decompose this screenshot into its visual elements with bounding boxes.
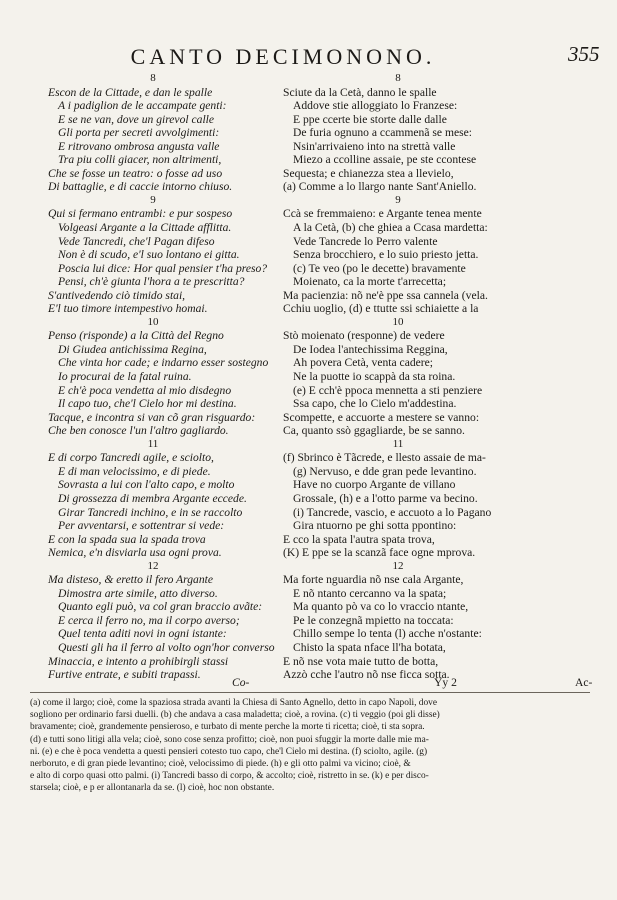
verse-line: Addove stie alloggiato lo Franzese: (293, 99, 458, 113)
verse-line: Vede Tancrede lo Perro valente (293, 234, 438, 248)
note-line: nerboruto, e di gran piede levantino; cioè, velocissimo di piede. (h) e gli otto palmi va vicino; cioè, & (30, 759, 411, 770)
verse-line: Non è di scudo, e'l suo lontano ei gitta. (58, 248, 240, 262)
verse-line: Cchiu uoglio, (d) e ttutte ssi schiaiette a la (283, 302, 479, 316)
italian-column (48, 72, 278, 682)
verse-line: Penso (risponde) a la Città del Regno (48, 329, 224, 343)
verse-line: Poscia lui dice: Hor qual pensier t'ha preso? (58, 261, 268, 275)
verse-line: Escon de la Cittade, e dan le spalle (48, 85, 213, 99)
verse-line: Sequesta; e chianezza stea a llevielo, (283, 166, 454, 180)
verse-line: Miezo a ccolline assaie, pe ste ccontese (293, 153, 477, 167)
verse-line: Pensi, ch'è giunta l'hora a te prescritta? (58, 275, 245, 289)
verse-line: Tra piu colli giacer, non altrimenti, (58, 153, 222, 167)
verse-line: De furia ognuno a ccammenã se mese: (293, 126, 472, 140)
verse-line: E'l tuo timore intempestivo homai. (48, 302, 208, 316)
footnotes (30, 697, 590, 795)
italian-stanza (48, 194, 278, 316)
verse-line: Gira ntuorno pe ghi sotta ppontino: (293, 519, 457, 533)
verse-line: Che ben conosce l'un l'altro gagliardo. (48, 424, 229, 438)
verse-line: Dimostra arte simile, atto diverso. (58, 586, 218, 600)
verse-line: Chisto la spata nface ll'ha botata, (293, 640, 446, 654)
verse-line: (e) E cch'è ppoca mennetta a sti penziere (293, 383, 483, 397)
verse-line: Azzò cche l'autro nõ nse ficca sotta. (283, 668, 450, 682)
verse-line: Ssa capo, che lo Cielo m'addestina. (293, 397, 457, 411)
verse-line: (K) E ppe se la scanzã face ogne mprova. (283, 546, 476, 560)
verse-line: Sovrasta a lui con l'alto capo, e molto (58, 478, 235, 492)
verse-line: Di Giudea antichissima Regina, (58, 342, 207, 356)
verse-line: Sciute da la Cetà, danno le spalle (283, 85, 437, 99)
verse-line: E ch'è poca vendetta al mio disdegno (58, 383, 232, 397)
verse-line: E di corpo Tancredi agile, e sciolto, (48, 451, 214, 465)
canto-title: CANTO DECIMONONO. (130, 44, 436, 69)
neapolitan-column (283, 72, 605, 682)
verse-line: Stò moienato (responne) de vedere (283, 329, 445, 343)
verse-line: Volgeasi Argante a la Cittade afflitta. (58, 221, 232, 235)
notes-divider (30, 692, 590, 693)
note-line: starsela; cioè, e p er allontanarla da se. (l) cioè, hoc non obstante. (30, 783, 275, 794)
verse-line: Moienato, ca la morte t'arrecetta; (293, 275, 447, 289)
verse-line: (g) Nervuso, e dde gran pede levantino. (293, 464, 477, 478)
verse-line: E nõ nse vota maie tutto de botta, (283, 654, 439, 668)
neapolitan-stanza (283, 316, 605, 438)
verse-line: A i padiglion de le accampate genti: (58, 99, 227, 113)
verse-line: Minaccia, e intento a prohibirgli stassi (48, 654, 229, 668)
verse-line: Per avventarsi, e sottentrar si vede: (58, 519, 225, 533)
neapolitan-stanza (283, 72, 605, 194)
verse-line: Tacque, e incontra si van cõ gran risguardo: (48, 410, 256, 424)
verse-line: Che se fosse un teatro: o fosse ad uso (48, 166, 223, 180)
verse-line: Quanto egli può, va col gran braccio avãte: (58, 600, 263, 614)
verse-line: Pe le conzegnã mpietto na toccata: (293, 613, 454, 627)
stanza-number: 11 (147, 437, 159, 450)
verse-line: Ma disteso, & eretto il fero Argante (48, 573, 213, 587)
verse-line: Ne la puotte io scappà da sta roina. (293, 370, 456, 384)
verse-line: Questi gli ha il ferro al volto ogn'hor converso (58, 640, 275, 654)
note-line: sogliono per ordinario farsi duelli. (b) che andava a casa maladetta; cioè, a rovina. (c) ti veggio (poi gli disse) (30, 710, 440, 721)
verse-line: Il capo tuo, che'l Cielo hor mi destina. (58, 397, 237, 411)
verse-line: Gli porta per secreti avvolgimenti: (58, 126, 220, 140)
verse-line: Have no cuorpo Argante de villano (293, 478, 456, 492)
verse-line: E cco la spata l'autra spata trova, (283, 532, 435, 546)
verse-line: Qui si fermano entrambi: e pur sospeso (48, 207, 233, 221)
note-line: ni. (e) e che è poca vendetta a questi pensieri cotesto tuo capo, che'l Cielo mi destina. (f) sciolto, agile. (g) (30, 746, 428, 757)
verse-line: E ppe ccerte bie storte dalle dalle (293, 112, 447, 126)
stanza-number: 9 (150, 193, 156, 206)
note-line: (a) come il largo; cioè, come la spaziosa strada avanti la Chiesa di Santo Agnello, detto in capo Napoli, dove (30, 698, 437, 708)
verse-line: E cerca il ferro no, ma il corpo averso; (58, 613, 240, 627)
stanza-number: 12 (392, 559, 404, 572)
verse-line: Che vinta hor cade; e indarno esser sostegno (58, 356, 269, 370)
verse-line: Di grossezza di membra Argante eccede. (58, 491, 247, 505)
verse-line: Nemica, e'n disviarla usa ogni prova. (48, 546, 222, 560)
verse-line: Ca, quanto ssò ggagliarde, be se sanno. (283, 424, 465, 438)
verse-line: Girar Tancredi inchino, e in se raccolto (58, 505, 243, 519)
verse-line: Grossale, (h) e a l'otto parme va becino. (293, 491, 478, 505)
verse-line: Scompette, e accuorte a mestere se vanno: (283, 410, 480, 424)
verse-line: E nõ ntanto cercanno va la spata; (293, 586, 447, 600)
italian-stanza (48, 438, 278, 560)
neapolitan-stanza (283, 438, 605, 560)
verse-line: Di battaglie, e di caccie intorno chiuso. (48, 180, 233, 194)
verse-line: A la Cetà, (b) che ghiea a Ccasa mardetta: (293, 221, 488, 235)
verse-line: Ma quanto pò va co lo vraccio ntante, (293, 600, 469, 614)
stanza-number: 8 (150, 72, 156, 84)
italian-stanza (48, 72, 278, 194)
neapolitan-stanza (283, 194, 605, 316)
verse-line: Ccà se fremmaieno: e Argante tenea mente (283, 207, 482, 221)
verse-line: Chillo sempe lo tenta (l) acche n'ostante: (293, 627, 482, 641)
note-line: bravamente; cioè, grandemente pensieroso, e turbato di mente perche la morte ti ricetta; cioè, ti sta sopra. (30, 722, 425, 733)
verse-line: Io procurai de la fatal ruina. (58, 370, 192, 384)
stanza-number: 8 (395, 72, 401, 84)
verse-line: Quel tenta aditi novi in ogni istante: (58, 627, 227, 641)
verse-line: Furtive entrate, e subiti trapassi. (48, 668, 201, 682)
neapolitan-stanza (283, 560, 605, 682)
verse-line: (f) Sbrinco è Tãcrede, e llesto assaie de ma- (283, 451, 486, 465)
catchword-right: Ac- (575, 676, 593, 689)
stanza-number: 10 (147, 315, 159, 328)
italian-stanza (48, 560, 278, 682)
verse-line: Nsin'arrivaieno into na strettà valle (293, 139, 456, 153)
italian-stanza (48, 316, 278, 438)
verse-line: Ma pacienzia: nõ ne'è ppe ssa cannela (vela. (283, 288, 488, 302)
verse-line: Senza brocchiero, e lo suio priesto jetta. (293, 248, 479, 262)
verse-line: E ritrovano ombrosa angusta valle (58, 139, 220, 153)
verse-line: (a) Comme a lo llargo nante Sant'Aniello. (283, 180, 477, 194)
note-line: (d) e tutti sono litigi alla vela; cioè, sono cose senza profitto; cioè, non puoi sfuggir la morte dalle mie ma- (30, 734, 429, 745)
stanza-number: 10 (392, 315, 404, 328)
verse-line: E di man velocissimo, e di piede. (58, 464, 211, 478)
verse-line: (c) Te veo (po le decette) bravamente (293, 261, 466, 275)
stanza-number: 11 (392, 437, 404, 450)
verse-line: (i) Tancrede, vascio, e accuoto a lo Pagano (293, 505, 492, 519)
verse-line: De Iodea l'antechissima Reggina, (293, 342, 448, 356)
stanza-number: 12 (147, 559, 159, 572)
verse-line: Vede Tancredi, che'l Pagan difeso (58, 234, 215, 248)
page-number: 355 (568, 42, 600, 66)
verse-line: Ah povera Cetà, venta cadere; (293, 356, 434, 370)
verse-line: E con la spada sua la spada trova (48, 532, 206, 546)
verse-line: S'antivedendo ciò timido stai, (48, 288, 186, 302)
verse-line: E se ne van, dove un girevol calle (58, 112, 215, 126)
note-line: e alto di corpo quasi otto palmi. (i) Tancredi basso di corpo, & accolto; cioè, ristretto in se. (k) e per disco- (30, 771, 429, 782)
signature-mark: Yy 2 (434, 676, 457, 689)
verse-line: Ma forte nguardia nõ nse cala Argante, (283, 573, 464, 587)
stanza-number: 9 (395, 193, 401, 206)
catchword-left: Co- (232, 676, 250, 689)
